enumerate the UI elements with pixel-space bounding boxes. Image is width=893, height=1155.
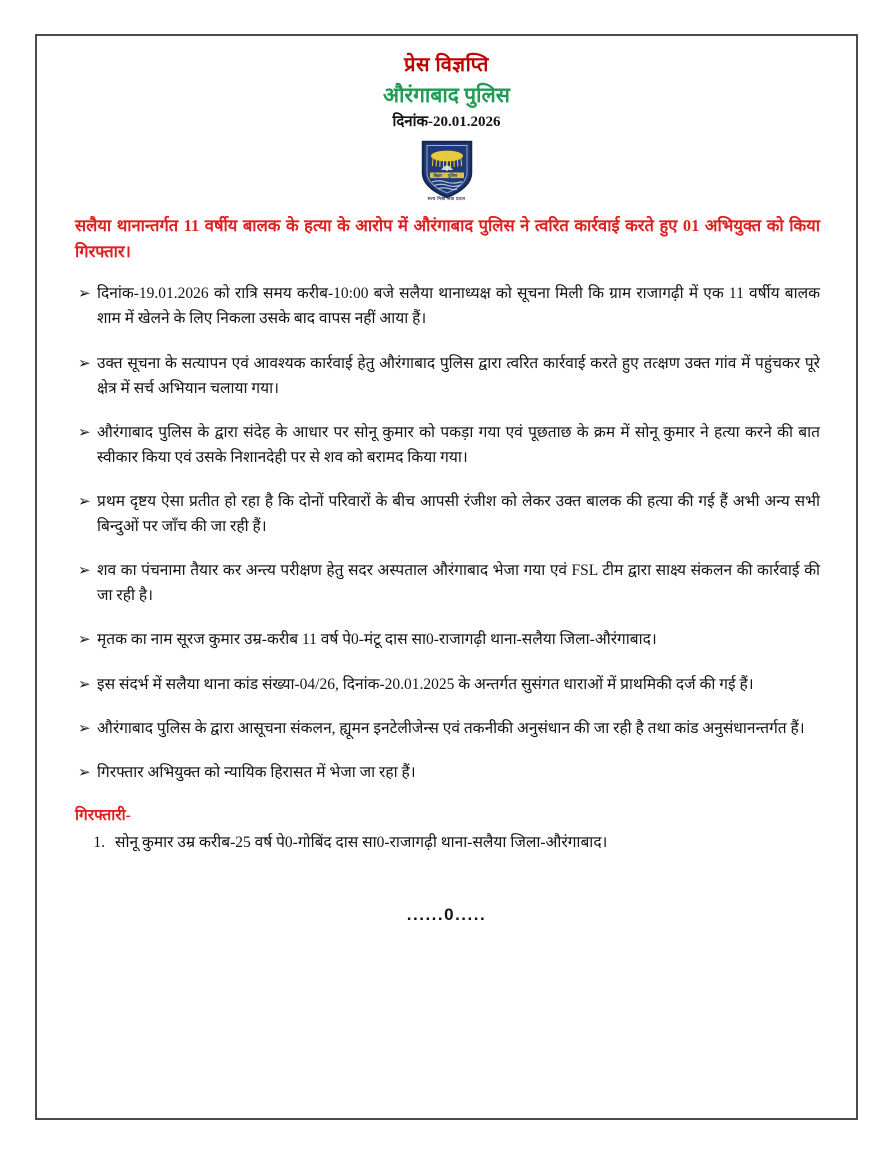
list-item xyxy=(71,489,822,539)
document-body xyxy=(37,36,856,1118)
list-item xyxy=(71,716,822,741)
bullet-text: शव का पंचनामा तैयार कर अन्त्य परीक्षण हेतु सदर अस्पताल औरंगाबाद भेजा गया एवं FSL टीम द्वारा साक्ष्य संकलन की कार्रवाई की जा रही है। xyxy=(97,562,820,605)
arrest-item-text: सोनू कुमार उम्र करीब-25 वर्ष पे0-गोबिंद दास सा0-राजागढ़ी थाना-सलैया जिला-औरंगाबाद। xyxy=(115,834,608,852)
arrow-bullet-icon: ➢ xyxy=(78,762,91,781)
list-item xyxy=(71,627,822,652)
document-header xyxy=(71,52,822,133)
arrow-bullet-icon: ➢ xyxy=(78,353,91,372)
bullet-text: औरंगाबाद पुलिस के द्वारा आसूचना संकलन, ह्यूमन इनटेलीजेन्स एवं तकनीकी अनुसंधान की जा रही है तथा कांड अनुसंधानन्तर्गत हैं। xyxy=(97,719,805,737)
emblem-caption: सत्य निष्ठा सेवा प्रदत्त xyxy=(427,195,466,201)
arrest-section xyxy=(71,804,822,855)
bullet-text: मृतक का नाम सूरज कुमार उम्र-करीब 11 वर्ष पे0-मंटू दास सा0-राजागढ़ी थाना-सलैया जिला-औरंगाबाद। xyxy=(97,631,657,649)
bullet-text: औरंगाबाद पुलिस के द्वारा संदेह के आधार पर सोनू कुमार को पकड़ा गया एवं पूछताछ के क्रम में सोनू कुमार ने हत्या करने की बात स्वीकार किया एवं उसके निशानदेही पर से शव को बरामद किया गया। xyxy=(97,423,820,466)
svg-text:बिहार: बिहार xyxy=(433,172,442,178)
bullet-text: इस संदर्भ में सलैया थाना कांड संख्या-04/26, दिनांक-20.01.2025 के अन्तर्गत सुसंगत धाराओं में प्राथमिकी दर्ज की गई हैं। xyxy=(97,675,754,693)
headline-text: सलैया थानान्तर्गत 11 वर्षीय बालक के हत्या के आरोप में औरंगाबाद पुलिस ने त्वरित कार्रवाई करते हुए 01 अभियुक्त को किया गिरफ्तार। xyxy=(75,215,820,261)
arrow-bullet-icon: ➢ xyxy=(78,422,91,441)
release-date: दिनांक-20.01.2026 xyxy=(392,114,501,131)
list-item xyxy=(71,281,822,331)
list-item xyxy=(71,558,822,608)
bullet-list xyxy=(71,281,822,785)
arrest-section-heading: गिरफ्तारी- xyxy=(75,806,131,824)
end-of-document-mark: ......0..... xyxy=(406,905,487,925)
list-item xyxy=(71,672,822,697)
arrow-bullet-icon: ➢ xyxy=(78,284,91,303)
department-name: औरंगाबाद पुलिस xyxy=(383,83,510,107)
arrest-list xyxy=(71,830,822,855)
list-item xyxy=(71,760,822,785)
arrow-bullet-icon: ➢ xyxy=(78,674,91,693)
arrow-bullet-icon: ➢ xyxy=(78,718,91,737)
page-title: प्रेस विज्ञप्ति xyxy=(404,54,489,76)
bullet-text: गिरफ्तार अभियुक्त को न्यायिक हिरासत में भेजा जा रहा हैं। xyxy=(97,763,416,781)
document-border xyxy=(35,34,858,1120)
svg-text:पुलिस: पुलिस xyxy=(447,172,457,178)
emblem-container xyxy=(71,139,822,201)
arrow-bullet-icon: ➢ xyxy=(78,630,91,649)
list-item xyxy=(71,420,822,470)
list-item xyxy=(71,351,822,401)
list-item xyxy=(71,830,822,855)
bullet-text: प्रथम दृष्टय ऐसा प्रतीत हो रहा है कि दोनों परिवारों के बीच आपसी रंजीश को लेकर उक्त बालक की हत्या की गई हैं अभी अन्य सभी बिन्दुओं पर जाँच की जा रही हैं। xyxy=(97,493,820,536)
bullet-text: दिनांक-19.01.2026 को रात्रि समय करीब-10:00 बजे सलैया थानाध्यक्ष को सूचना मिली कि ग्राम राजागढ़ी में एक 11 वर्षीय बालक शाम में खेलने के लिए निकला उसके बाद वापस नहीं आया हैं। xyxy=(97,285,820,328)
arrow-bullet-icon: ➢ xyxy=(78,492,91,511)
arrow-bullet-icon: ➢ xyxy=(78,561,91,580)
arrest-item-number: 1. xyxy=(93,834,105,852)
bihar-police-emblem-icon xyxy=(419,139,475,199)
bullet-text: उक्त सूचना के सत्यापन एवं आवश्यक कार्रवाई हेतु औरंगाबाद पुलिस द्वारा त्वरित कार्रवाई करते हुए तत्क्षण उक्त गांव में पहुंचकर पूरे क्षेत्र में सर्च अभियान चलाया गया। xyxy=(97,354,820,397)
